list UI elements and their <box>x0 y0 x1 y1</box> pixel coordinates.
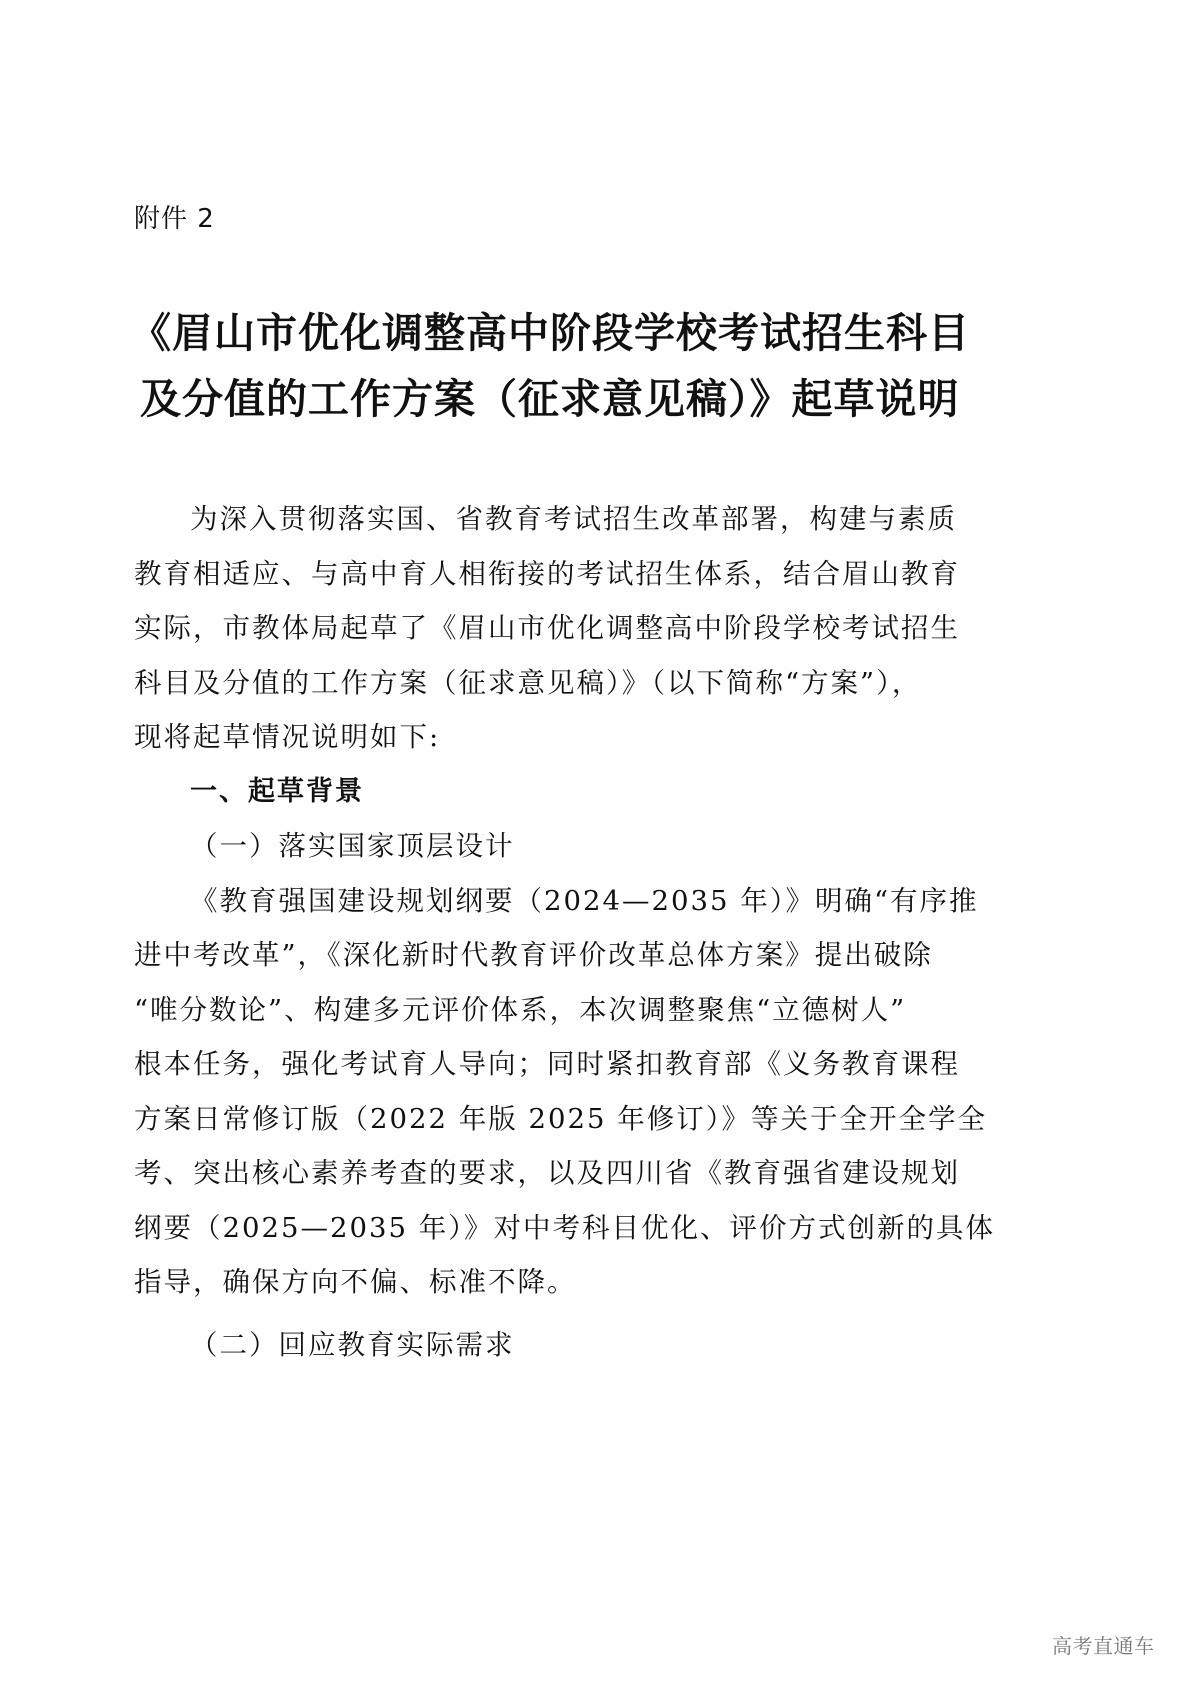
attachment-label: 附件 2 <box>134 204 215 234</box>
paragraph-line: 教育相适应、与高中育人相衔接的考试招生体系，结合眉山教育 <box>134 557 960 590</box>
paragraph-line: 现将起草情况说明如下: <box>134 721 441 753</box>
watermark: 高考直通车 <box>1052 1634 1155 1658</box>
paragraph-line: 根本任务，强化考试育人导向；同时紧扣教育部《义务教育课程 <box>134 1048 960 1080</box>
paragraph-line: 纲要（2025—2035 年）》对中考科目优化、评价方式创新的具体 <box>134 1211 995 1244</box>
document-body <box>134 492 995 1372</box>
paragraph-line: 指导，确保方向不偏、标准不降。 <box>134 1266 577 1298</box>
paragraph-line: 考、突出核心素养考查的要求，以及四川省《教育强省建设规划 <box>134 1157 960 1189</box>
subsection-heading: （一）落实国家顶层设计 <box>190 830 515 862</box>
title-line: 及分值的工作方案（征求意见稿）》起草说明 <box>140 375 960 423</box>
paragraph-line: 为深入贯彻落实国、省教育考试招生改革部署，构建与素质 <box>190 503 957 535</box>
paragraph-line: 进中考改革”，《深化新时代教育评价改革总体方案》提出破除 <box>134 939 933 971</box>
paragraph-line: 方案日常修订版（2022 年版 2025 年修订）》等关于全开全学全 <box>134 1102 987 1135</box>
document-title <box>130 300 970 432</box>
section-heading: 一、起草背景 <box>190 775 364 807</box>
subsection-heading: （二）回应教育实际需求 <box>190 1328 515 1361</box>
paragraph-line: 《教育强国建设规划纲要（2024—2035 年）》明确“有序推 <box>190 884 979 917</box>
paragraph-line: 科目及分值的工作方案（征求意见稿）》（以下简称“方案”）， <box>134 666 922 699</box>
paragraph-line: “唯分数论”、构建多元评价体系，本次调整聚焦“立德树人” <box>134 993 907 1026</box>
title-line: 《眉山市优化调整高中阶段学校考试招生科目 <box>130 309 970 357</box>
paragraph-line: 实际，市教体局起草了《眉山市优化调整高中阶段学校考试招生 <box>134 612 960 644</box>
